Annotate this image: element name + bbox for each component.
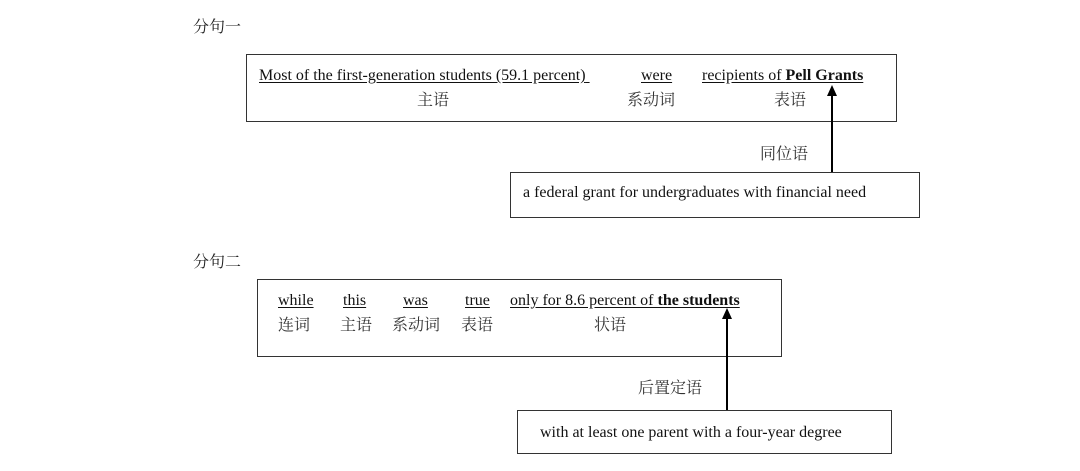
clause2-predicative-role: 表语: [461, 315, 494, 334]
clause2-postmodifier-label: 后置定语: [638, 378, 703, 397]
clause2-postmodifier-box: [517, 410, 892, 454]
clause2-adverbial-head: the students: [657, 292, 740, 309]
clause1-predicative-role: 表语: [774, 90, 807, 109]
clause1-label: 分句一: [193, 17, 242, 36]
clause2-conjunction-role: 连词: [278, 315, 311, 334]
clause2-subject: this: [343, 292, 367, 309]
clause2-verb-role: 系动词: [392, 315, 441, 334]
clause1-arrow-shaft: [831, 95, 833, 172]
clause2-conjunction: while: [278, 292, 314, 309]
clause1-appositive-box: [510, 172, 920, 218]
clause2-predicative: true: [465, 292, 490, 309]
clause2-sentence-box: [257, 279, 782, 357]
clause1-sentence-box: [246, 54, 897, 122]
clause2-arrow-head: [722, 308, 732, 319]
clause1-appositive-label: 同位语: [760, 144, 809, 163]
clause2-verb: was: [403, 292, 428, 309]
clause1-subject-role: 主语: [417, 90, 450, 109]
clause1-predicative-head: Pell Grants: [785, 67, 864, 84]
clause2-arrow-shaft: [726, 318, 728, 410]
clause2-adverbial: only for 8.6 percent of the students: [510, 292, 740, 309]
clause2-subject-role: 主语: [340, 315, 373, 334]
clause1-verb: were: [641, 67, 673, 84]
clause1-verb-role: 系动词: [627, 90, 676, 109]
clause2-label: 分句二: [193, 252, 242, 271]
clause1-appositive-text: a federal grant for undergraduates with financial need: [523, 184, 867, 201]
clause2-postmodifier-text: with at least one parent with a four-year degree: [540, 424, 842, 441]
clause1-arrow-head: [827, 85, 837, 96]
clause2-adverbial-role: 状语: [594, 315, 627, 334]
clause1-predicative: recipients of Pell Grants: [702, 67, 864, 84]
clause1-subject: Most of the first-generation students (59.1 percent): [259, 67, 586, 84]
